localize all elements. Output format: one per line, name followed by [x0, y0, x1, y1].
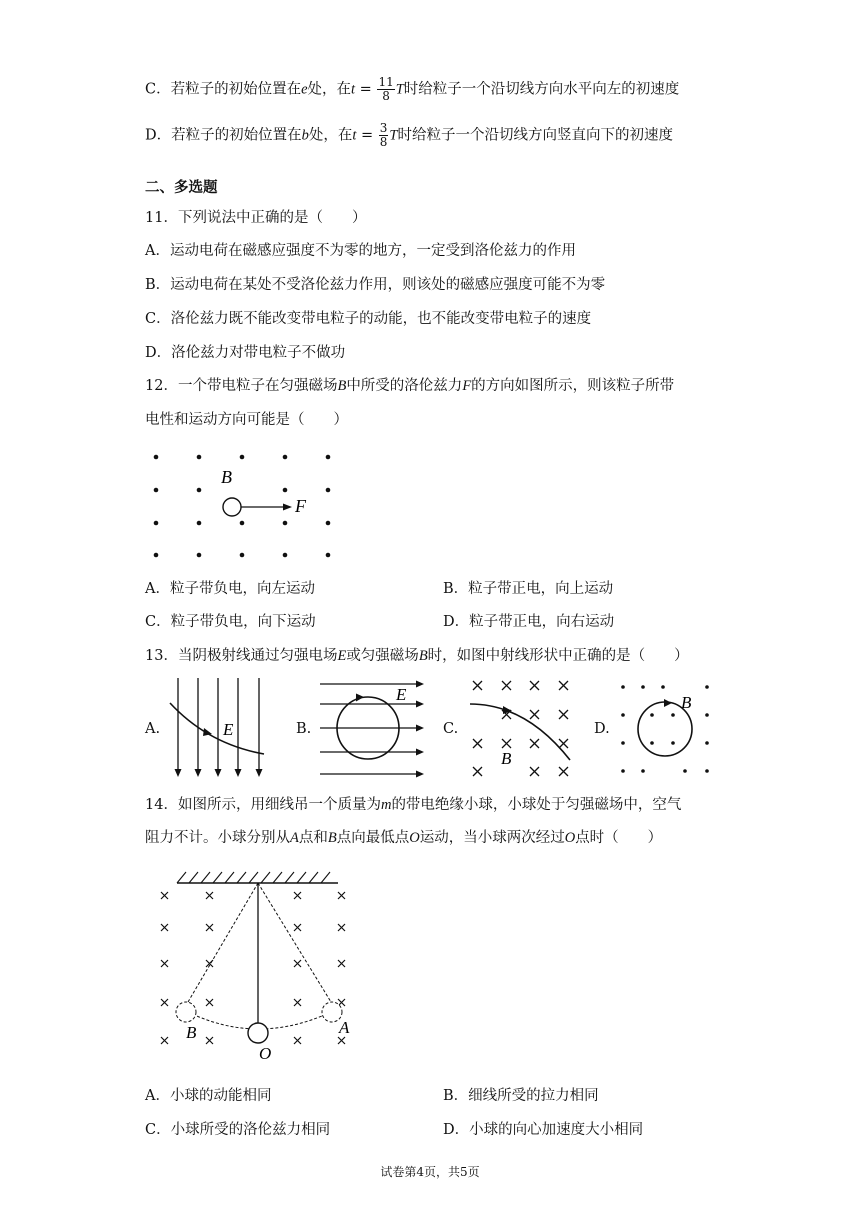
q13-stem: 13．当阴极射线通过匀强电场E或匀强磁场B时，如图中射线形状中正确的是（ ） — [145, 648, 689, 664]
q14-option-b: B．细线所受的拉力相同 — [443, 1088, 599, 1104]
q13-label-c: C. — [443, 721, 459, 737]
q12-figure — [140, 445, 350, 570]
q14-pendulum-figure — [155, 866, 360, 1064]
q12-option-b: B．粒子带正电，向上运动 — [443, 581, 614, 597]
section-title: 二、多选题 — [145, 179, 218, 196]
label-F: F — [295, 496, 306, 516]
q10-option-d: D．若粒子的初始位置在b处，在t = $\frac{3}{8}$ T时给粒子一个沿切线方向竖直向下的初速度 — [145, 121, 673, 149]
page-footer: 试卷第4页，共5页 — [380, 1165, 480, 1179]
q11-option-b: B．运动电荷在某处不受洛伦兹力作用，则该处的磁感应强度可能不为零 — [145, 277, 606, 293]
q14-option-c: C．小球所受的洛伦兹力相同 — [145, 1122, 331, 1138]
svg-text:A: A — [339, 1018, 350, 1037]
charged-particle — [223, 498, 241, 516]
q10-option-c: C．若粒子的初始位置在e处，在t = $\frac{11}{8}$ T时给粒子一个沿切线方向水平向左的初速度 — [145, 75, 680, 103]
q14-stem-line2: 阻力不计。小球分别从A点和B点向最低点O运动，当小球两次经过O点时（ ） — [145, 830, 663, 846]
field-dots — [621, 685, 709, 773]
q14-option-a: A．小球的动能相同 — [145, 1088, 272, 1104]
q13-figure-b — [318, 678, 428, 780]
q13-label-d: D. — [594, 721, 610, 737]
q13-figure-a — [168, 676, 273, 780]
ball-O — [248, 1023, 268, 1043]
q11-stem: 11．下列说法中正确的是（ ） — [145, 210, 367, 226]
q13-label-b: B. — [296, 721, 312, 737]
fraction: $\frac{11}{8}$ — [378, 75, 394, 103]
q11-option-d: D．洛伦兹力对带电粒子不做功 — [145, 345, 346, 361]
fraction: $\frac{3}{8}$ — [379, 121, 388, 149]
q12-option-d: D．粒子带正电，向右运动 — [443, 614, 615, 630]
q12-stem-line2: 电性和运动方向可能是（ ） — [145, 412, 348, 428]
q12-stem-line1: 12．一个带电粒子在匀强磁场B中所受的洛伦兹力F的方向如图所示，则该粒子所带 — [145, 378, 675, 394]
label-B: B — [221, 467, 232, 487]
q14-option-d: D．小球的向心加速度大小相同 — [443, 1122, 644, 1138]
q12-option-a: A．粒子带负电，向左运动 — [145, 581, 315, 597]
q13-figure-d — [617, 681, 717, 779]
ball-B — [176, 1002, 196, 1022]
q13-figure-c — [466, 678, 578, 780]
svg-text:B: B — [186, 1023, 197, 1042]
svg-text:B: B — [681, 693, 692, 712]
q11-option-c: C．洛伦兹力既不能改变带电粒子的动能，也不能改变带电粒子的速度 — [145, 311, 592, 327]
q12-option-c: C．粒子带负电，向下运动 — [145, 614, 316, 630]
q13-label-a: A. — [145, 721, 161, 737]
q11-option-a: A．运动电荷在磁感应强度不为零的地方，一定受到洛伦兹力的作用 — [145, 243, 576, 259]
svg-text:E: E — [223, 720, 234, 739]
q14-stem-line1: 14．如图所示，用细线吊一个质量为m的带电绝缘小球，小球处于匀强磁场中，空气 — [145, 797, 682, 813]
svg-text:E: E — [396, 685, 407, 704]
svg-text:O: O — [259, 1044, 272, 1063]
svg-text:B: B — [501, 749, 512, 768]
field-crosses — [473, 681, 568, 776]
